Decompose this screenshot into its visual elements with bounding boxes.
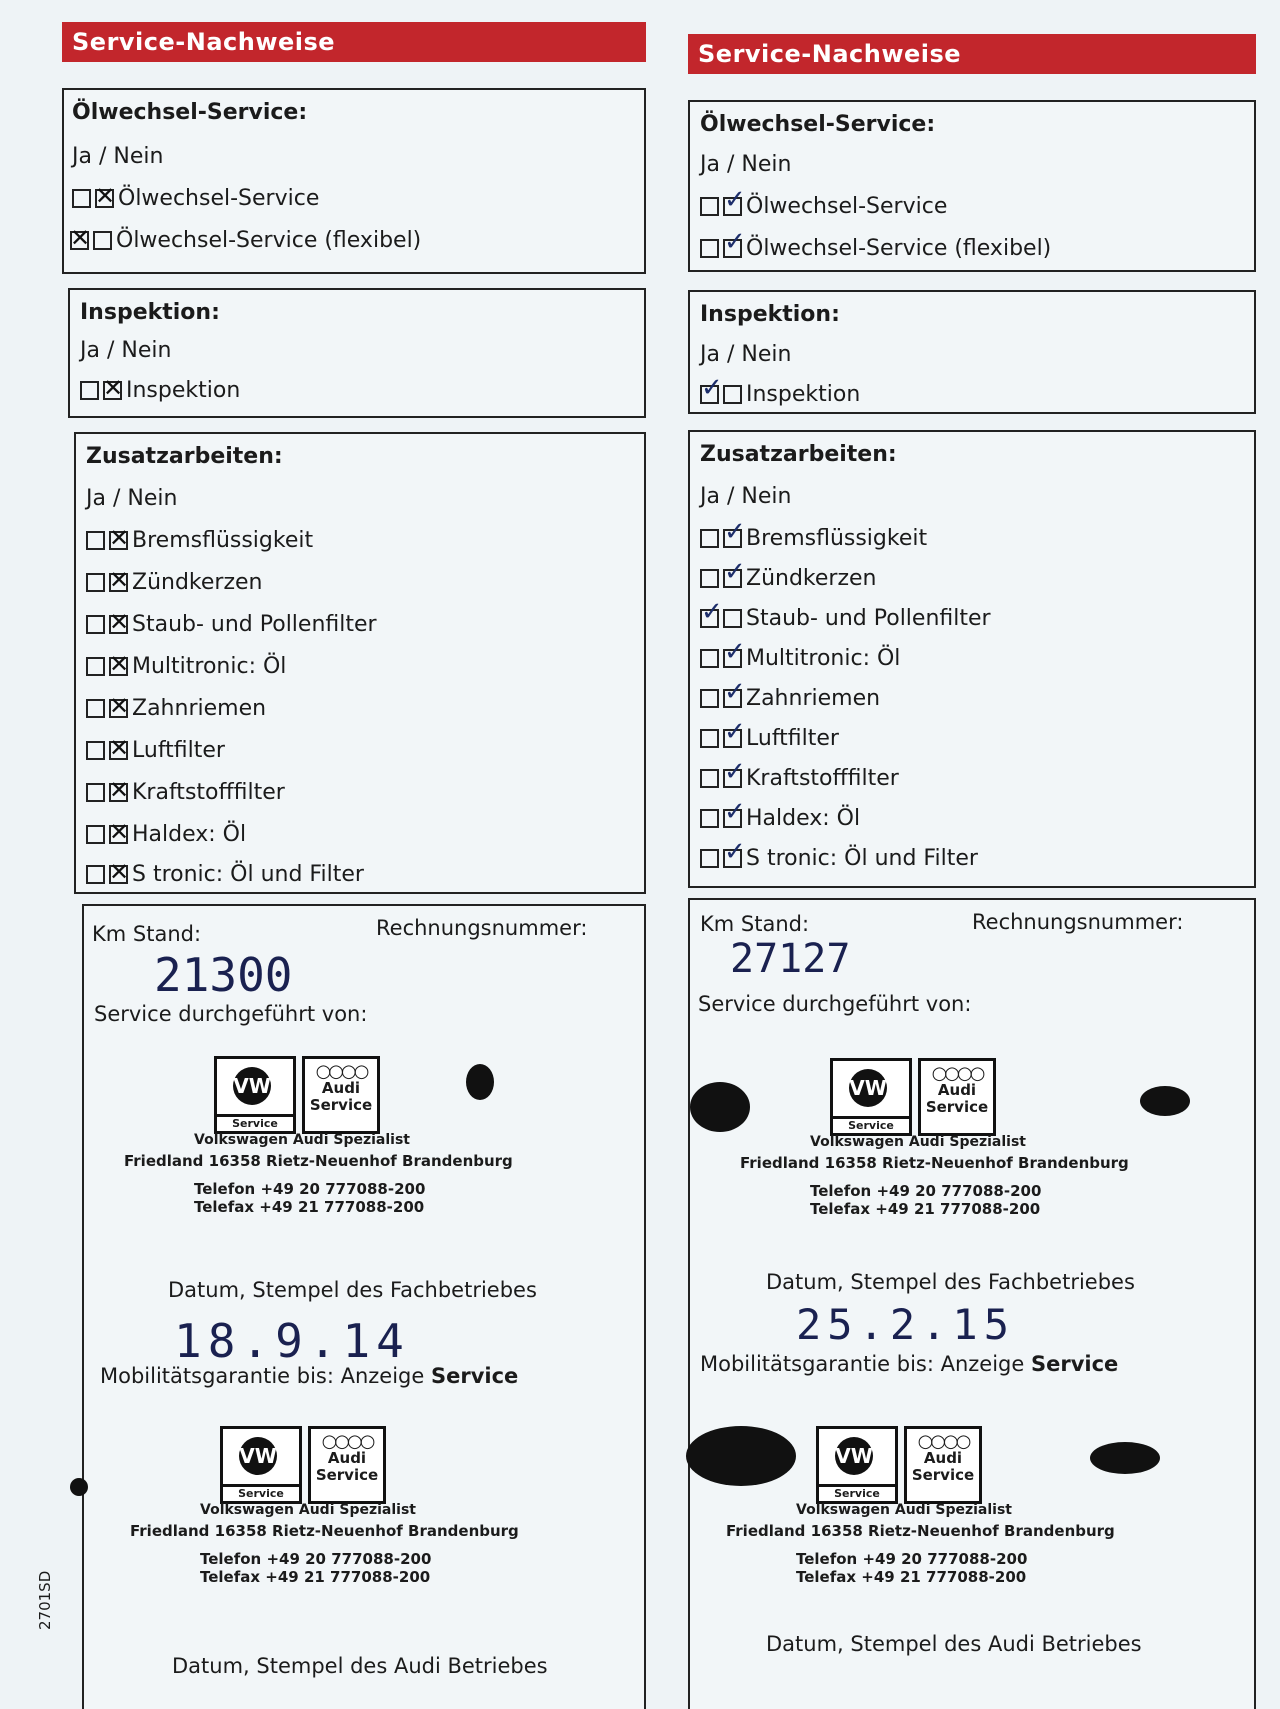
audi-stamp: VW Service ○○○○ Audi Service Volkswagen Audi Spezialist Friedland 16358 Rietz-Neuenhof Brandenburg Telefon +49 20 777088-200 Telefax +49 21 777088-200 [716,1426,1096,1616]
extra-work-title: Zusatzarbeiten: [86,444,283,469]
extra-work-box [688,430,1256,888]
yes-checkbox[interactable] [700,529,719,548]
extra-row: ✓ Zahnriemen [700,686,880,711]
audi-logo: ○○○○ Audi Service [308,1426,386,1504]
yes-checkbox[interactable] [700,689,719,708]
no-checkbox[interactable] [723,239,742,258]
extra-work-box [74,432,646,894]
invoice-label: Rechnungsnummer: [376,916,588,940]
no-checkbox[interactable] [109,825,128,844]
mobility-guarantee-label: Mobilitätsgarantie bis: Anzeige Service [700,1352,1119,1376]
oil-service-row: ✓ Ölwechsel-Service [700,194,947,219]
service-page-left [62,0,646,1707]
dealer-stamp: VW Service ○○○○ Audi Service Volkswagen Audi Spezialist Friedland 16358 Rietz-Neuenhof Brandenburg Telefon +49 20 777088-200 Telefax +49 21 777088-200 [730,1058,1110,1248]
dealer-stamp: VW Service ○○○○ Audi Service Volkswagen Audi Spezialist Friedland 16358 Rietz-Neuenhof Brandenburg Telefon +49 20 777088-200 Telefax +49 21 777088-200 [114,1056,494,1246]
audi-stamp: VW Service ○○○○ Audi Service Volkswagen Audi Spezialist Friedland 16358 Rietz-Neuenhof Brandenburg Telefon +49 20 777088-200 Telefax +49 21 777088-200 [120,1426,500,1616]
yes-checkbox[interactable] [86,783,105,802]
yes-checkbox[interactable] [700,729,719,748]
no-checkbox[interactable] [723,197,742,216]
audi-logo: ○○○○ Audi Service [904,1426,982,1504]
extra-row: ✓ Multitronic: Öl [700,646,900,671]
yes-checkbox[interactable] [700,239,719,258]
ink-blot [466,1064,494,1100]
yes-checkbox[interactable] [86,741,105,760]
yes-checkbox[interactable] [86,699,105,718]
audi-logo: ○○○○ Audi Service [918,1058,996,1136]
oil-flex-row: ✕ Ölwechsel-Service (flexibel) [70,228,421,253]
no-checkbox[interactable] [723,849,742,868]
no-checkbox[interactable] [95,189,114,208]
performed-by-label: Service durchgeführt von: [698,992,972,1016]
extra-row: ✓ Luftfilter [700,726,839,751]
inspection-title: Inspektion: [700,302,840,327]
extra-row: ✓ Bremsflüssigkeit [700,526,927,551]
km-label: Km Stand: [92,922,202,946]
no-checkbox[interactable] [93,231,112,250]
yes-checkbox[interactable] [86,615,105,634]
yes-checkbox[interactable] [700,569,719,588]
extra-row: ✓ Kraftstofffilter [700,766,899,791]
no-checkbox[interactable] [103,381,122,400]
service-record-box [82,904,646,1709]
no-checkbox[interactable] [109,699,128,718]
yes-checkbox[interactable] [700,609,719,628]
page-banner: Service-Nachweise [62,22,646,62]
no-checkbox[interactable] [723,809,742,828]
yes-no-label: Ja / Nein [72,144,164,169]
yes-checkbox[interactable] [70,231,89,250]
yes-no-label: Ja / Nein [700,342,792,367]
extra-row: ✕ Luftfilter [86,738,225,763]
no-checkbox[interactable] [109,573,128,592]
no-checkbox[interactable] [723,569,742,588]
no-checkbox[interactable] [109,783,128,802]
inspection-row: ✕ Inspektion [80,378,240,403]
no-checkbox[interactable] [723,689,742,708]
extra-row: ✕ Multitronic: Öl [86,654,286,679]
no-checkbox[interactable] [723,729,742,748]
audi-stamp-caption: Datum, Stempel des Audi Betriebes [766,1632,1142,1656]
dealer-stamp-caption: Datum, Stempel des Fachbetriebes [168,1278,537,1302]
no-checkbox[interactable] [723,649,742,668]
extra-row: ✓ Staub- und Pollenfilter [700,606,991,631]
inspection-row: ✓ Inspektion [700,382,860,407]
extra-row: ✕ Zündkerzen [86,570,263,595]
yes-checkbox[interactable] [86,825,105,844]
form-code: 2701SD [36,1570,54,1630]
no-checkbox[interactable] [723,385,742,404]
no-checkbox[interactable] [109,741,128,760]
extra-row: ✕ Haldex: Öl [86,822,246,847]
no-checkbox[interactable] [109,531,128,550]
yes-checkbox[interactable] [86,657,105,676]
yes-checkbox[interactable] [80,381,99,400]
yes-checkbox[interactable] [700,649,719,668]
oil-service-title: Ölwechsel-Service: [72,100,308,125]
page-banner: Service-Nachweise [688,34,1256,74]
vw-logo: VW Service [830,1058,912,1136]
extra-row: ✓ Zündkerzen [700,566,877,591]
vw-logo: VW Service [220,1426,302,1504]
no-checkbox[interactable] [723,609,742,628]
no-checkbox[interactable] [109,865,128,884]
yes-checkbox[interactable] [700,849,719,868]
yes-no-label: Ja / Nein [700,152,792,177]
yes-no-label: Ja / Nein [80,338,172,363]
extra-row: ✕ Bremsflüssigkeit [86,528,313,553]
extra-row: ✕ Zahnriemen [86,696,266,721]
yes-no-label: Ja / Nein [700,484,792,509]
ink-blot [690,1082,750,1132]
yes-checkbox[interactable] [700,197,719,216]
dealer-stamp-caption: Datum, Stempel des Fachbetriebes [766,1270,1135,1294]
audi-stamp-caption: Datum, Stempel des Audi Betriebes [172,1654,548,1678]
yes-checkbox[interactable] [700,809,719,828]
yes-checkbox[interactable] [86,573,105,592]
extra-row: ✕ S tronic: Öl und Filter [86,862,364,887]
inspection-title: Inspektion: [80,300,220,325]
no-checkbox[interactable] [109,615,128,634]
ink-blot [1140,1086,1190,1116]
ink-blot [70,1478,88,1496]
extra-row: ✓ Haldex: Öl [700,806,860,831]
km-label: Km Stand: [700,912,810,936]
invoice-label: Rechnungsnummer: [972,910,1184,934]
inspection-box [68,288,646,418]
oil-flex-row: ✓ Ölwechsel-Service (flexibel) [700,236,1051,261]
ink-blot [686,1426,796,1486]
yes-checkbox[interactable] [72,189,91,208]
oil-service-box [688,100,1256,272]
no-checkbox[interactable] [723,769,742,788]
service-date: 18.9.14 [174,1314,410,1368]
oil-service-box [62,88,646,274]
extra-work-title: Zusatzarbeiten: [700,442,897,467]
mobility-guarantee-label: Mobilitätsgarantie bis: Anzeige Service [100,1364,519,1388]
no-checkbox[interactable] [109,657,128,676]
ink-blot [1090,1442,1160,1474]
extra-row: ✕ Staub- und Pollenfilter [86,612,377,637]
performed-by-label: Service durchgeführt von: [94,1002,368,1026]
service-date: 25.2.15 [796,1300,1016,1349]
yes-checkbox[interactable] [86,531,105,550]
vw-logo: VW Service [214,1056,296,1134]
yes-no-label: Ja / Nein [86,486,178,511]
oil-service-title: Ölwechsel-Service: [700,112,936,137]
yes-checkbox[interactable] [700,769,719,788]
extra-row: ✕ Kraftstofffilter [86,780,285,805]
no-checkbox[interactable] [723,529,742,548]
km-value: 21300 [154,948,293,1002]
yes-checkbox[interactable] [700,385,719,404]
inspection-box [688,290,1256,414]
vw-logo: VW Service [816,1426,898,1504]
yes-checkbox[interactable] [86,865,105,884]
oil-service-row: ✕ Ölwechsel-Service [72,186,319,211]
service-record-box [688,898,1256,1709]
audi-logo: ○○○○ Audi Service [302,1056,380,1134]
extra-row: ✓ S tronic: Öl und Filter [700,846,978,871]
km-value: 27127 [730,936,851,982]
